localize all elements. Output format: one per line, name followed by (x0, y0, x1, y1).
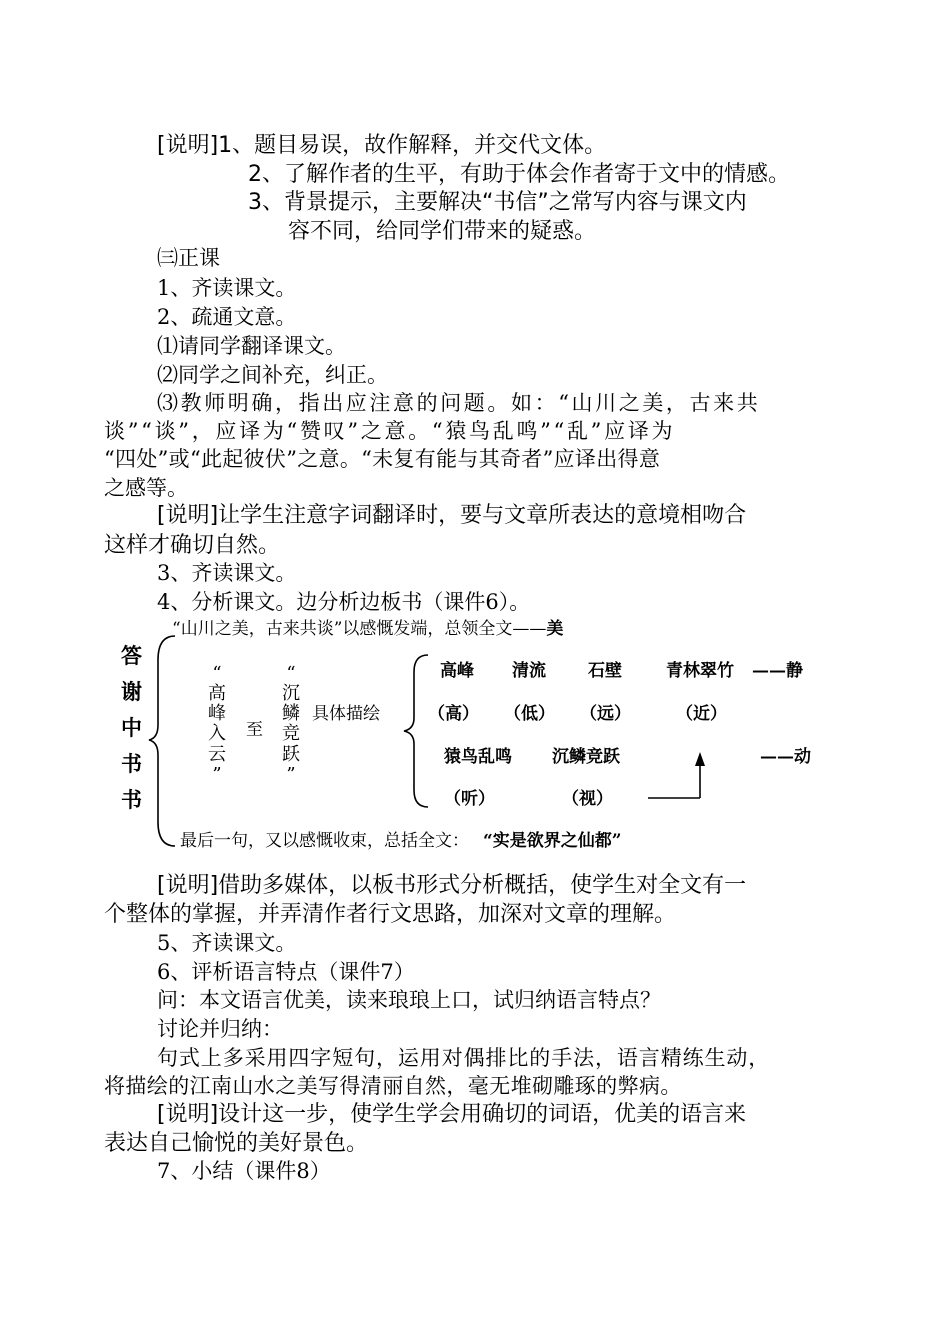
step-2: 2、疏通文意。 (157, 305, 297, 329)
quote-char: 鳞 (282, 703, 300, 725)
quote-chenlin-vertical (282, 664, 300, 785)
board-top-text: “山川之美，古来共谈”以感慨发端，总领全文—— (172, 619, 547, 639)
section-heading: ㈢正课 (157, 246, 220, 270)
perspective-low: （低） (504, 704, 555, 724)
quote-char: “ (286, 663, 296, 684)
board-top-line (172, 621, 563, 638)
quote-char: 云 (208, 743, 226, 765)
quote-char: 跃 (282, 743, 300, 765)
sense-hearing: （听） (444, 789, 495, 809)
quote-char: ” (286, 763, 296, 785)
specific-description-label: 具体描绘 (312, 704, 380, 724)
note-4-line-1: [说明]设计这一步，使学生学会用确切的词语，优美的语言来 (157, 1102, 747, 1127)
perspective-high: （高） (428, 704, 479, 724)
scene-yuanniao: 猿鸟乱鸣 (444, 747, 512, 767)
note-1-line-1: [说明]1、题目易误，故作解释，并交代文体。 (157, 133, 607, 158)
summary-line-1: 句式上多采用四字短句，运用对偶排比的手法，语言精练生动， (157, 1046, 771, 1070)
step-2-sub-3-line-2: 谈”“谈”，应译为“赞叹”之意。“猿鸟乱鸣”“乱”应译为 (104, 419, 676, 443)
step-7: 7、小结（课件8） (157, 1159, 331, 1183)
title-char: 答 (121, 644, 142, 668)
board-bottom-quote: “实是欲界之仙都” (483, 831, 622, 851)
step-6: 6、评析语言特点（课件7） (157, 960, 415, 984)
step-5: 5、齐读课文。 (157, 931, 297, 955)
perspective-far: （远） (580, 704, 631, 724)
quote-char: 沉 (282, 683, 300, 705)
scene-chenlin: 沉鳞竞跃 (552, 747, 620, 767)
step-2-sub-3-line-3: “四处”或“此起彼伏”之意。“未复有能与其奇者”应译出得意 (104, 447, 661, 471)
board-title-vertical (121, 640, 142, 820)
note-1-line-3: 3、背景提示，主要解决“书信”之常写内容与课文内 (248, 190, 747, 215)
note-1-line-2: 2、了解作者的生平，有助于体会作者寄于文中的情感。 (248, 162, 790, 187)
title-char: 谢 (121, 680, 142, 704)
quote-char: 峰 (208, 703, 226, 725)
sense-sight: （视） (562, 789, 613, 809)
question: 问：本文语言优美，读来琅琅上口，试归纳语言特点？ (157, 988, 661, 1012)
motion-label: ——动 (760, 747, 811, 767)
connector-zhi: 至 (246, 720, 263, 740)
quote-char: 高 (208, 683, 226, 705)
quote-gaofeng-vertical (208, 664, 226, 785)
quote-char: “ (212, 663, 222, 684)
scene-gaofeng: 高峰 (440, 661, 474, 681)
summary-line-2: 将描绘的江南山水之美写得清丽自然，毫无堆砌雕琢的弊病。 (104, 1074, 682, 1098)
board-bottom-line (180, 833, 622, 850)
perspective-near: （近） (676, 704, 727, 724)
quote-char: 入 (208, 723, 226, 745)
quote-char: ” (212, 763, 222, 785)
board-bottom-text: 最后一句，又以感慨收束，总括全文： (180, 831, 469, 851)
note-4-line-2: 表达自己愉悦的美好景色。 (104, 1131, 369, 1156)
step-1: 1、齐读课文。 (157, 276, 297, 300)
note-2-line-1: [说明]让学生注意字词翻译时，要与文章所表达的意境相吻合 (157, 503, 747, 528)
quote-char: 竞 (282, 723, 300, 745)
title-char: 书 (121, 752, 142, 776)
step-2-sub-2: ⑵同学之间补充，纠正。 (157, 363, 388, 387)
step-2-sub-1: ⑴请同学翻译课文。 (157, 334, 346, 358)
discussion-label: 讨论并归纳： (157, 1017, 283, 1041)
title-char: 中 (121, 716, 142, 740)
scene-qinglin: 青林翠竹 (666, 661, 734, 681)
note-2-line-2: 这样才确切自然。 (104, 533, 281, 558)
still-label: ——静 (752, 661, 803, 681)
scene-shibi: 石壁 (588, 661, 622, 681)
note-1-line-4: 容不同，给同学们带来的疑惑。 (288, 219, 597, 244)
note-3-line-1: [说明]借助多媒体，以板书形式分析概括，使学生对全文有一 (157, 873, 747, 898)
scene-qingliu: 清流 (512, 661, 546, 681)
step-2-sub-3-line-4: 之感等。 (104, 476, 188, 500)
note-3-line-2: 个整体的掌握，并弄清作者行文思路，加深对文章的理解。 (104, 902, 677, 927)
step-2-sub-3-line-1: ⑶教师明确，指出应注意的问题。如：“山川之美，古来共 (157, 391, 761, 415)
title-char: 书 (121, 788, 142, 812)
step-3: 3、齐读课文。 (157, 561, 297, 585)
board-top-keyword: 美 (546, 619, 564, 639)
step-4: 4、分析课文。边分析边板书（课件6）。 (157, 590, 531, 614)
